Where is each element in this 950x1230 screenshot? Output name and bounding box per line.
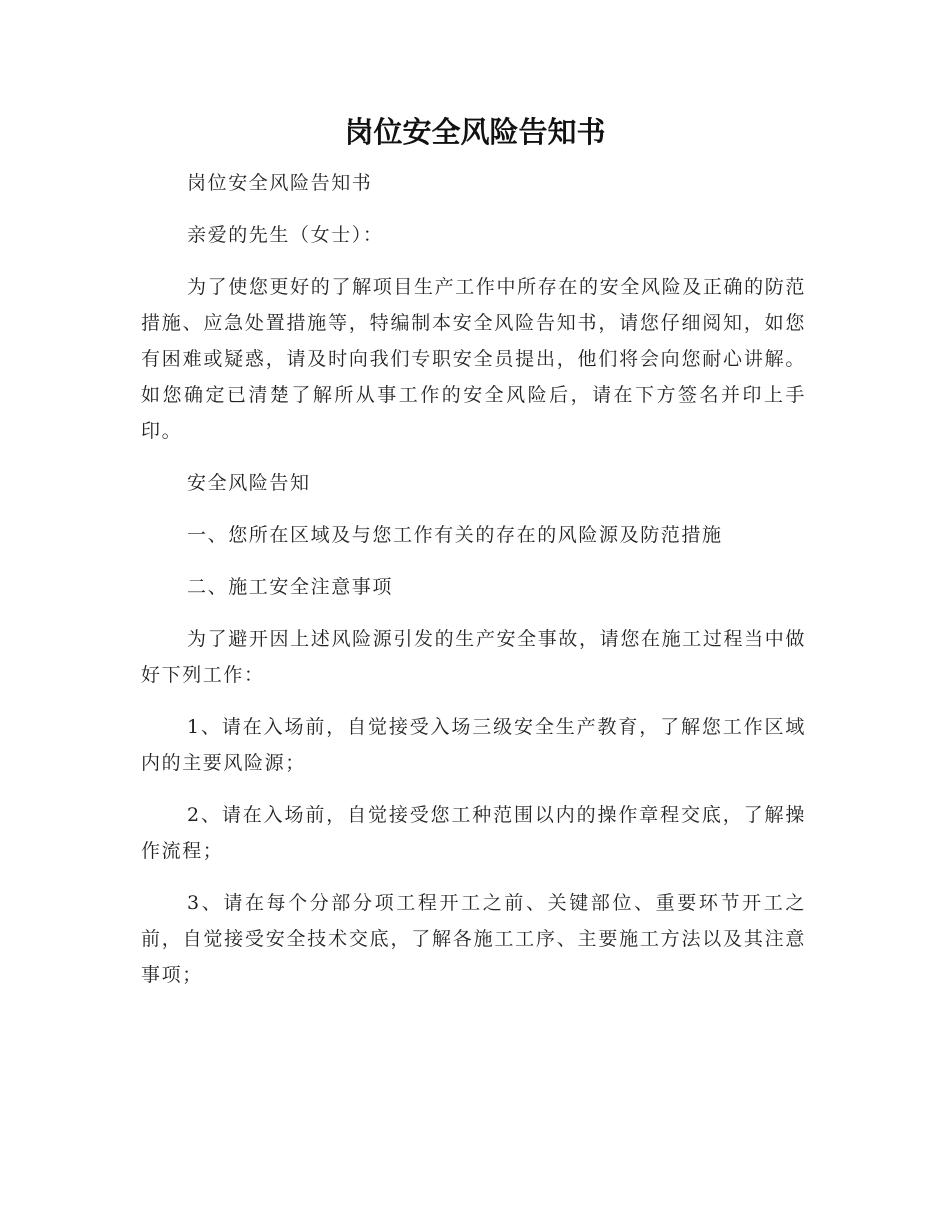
document-title: 岗位安全风险告知书: [344, 115, 606, 149]
paragraph-step-1: 1、请在入场前，自觉接受入场三级安全生产教育，了解您工作区域内的主要风险源；: [141, 716, 806, 774]
paragraph-intro: 为了使您更好的了解项目生产工作中所存在的安全风险及正确的防范措施、应急处置措施等，特编制本安全风险告知书，请您仔细阅知，如您有困难或疑惑，请及时向我们专职安全员提出，他们将会向您耐心讲解。如您确定已清楚了解所从事工作的安全风险后，请在下方签名并印上手印。: [141, 276, 806, 442]
paragraph-step-3: 3、请在每个分部分项工程开工之前、关键部位、重要环节开工之前，自觉接受安全技术交底，了解各施工工序、主要施工方法以及其注意事项；: [141, 892, 806, 986]
paragraph-section-heading: 安全风险告知: [187, 472, 311, 494]
paragraph-step-2: 2、请在入场前，自觉接受您工种范围以内的操作章程交底，了解操作流程；: [141, 804, 806, 862]
paragraph-greeting: 亲爱的先生（女士）：: [187, 224, 384, 246]
paragraph-item-one: 一、您所在区域及与您工作有关的存在的风险源及防范措施: [187, 524, 723, 546]
document-body: [141, 165, 806, 1009]
paragraph-instructions: 为了避开因上述风险源引发的生产安全事故，请您在施工过程当中做好下列工作：: [141, 628, 806, 686]
paragraph-subtitle: 岗位安全风险告知书: [187, 172, 373, 194]
paragraph-item-two: 二、施工安全注意事项: [187, 576, 394, 598]
